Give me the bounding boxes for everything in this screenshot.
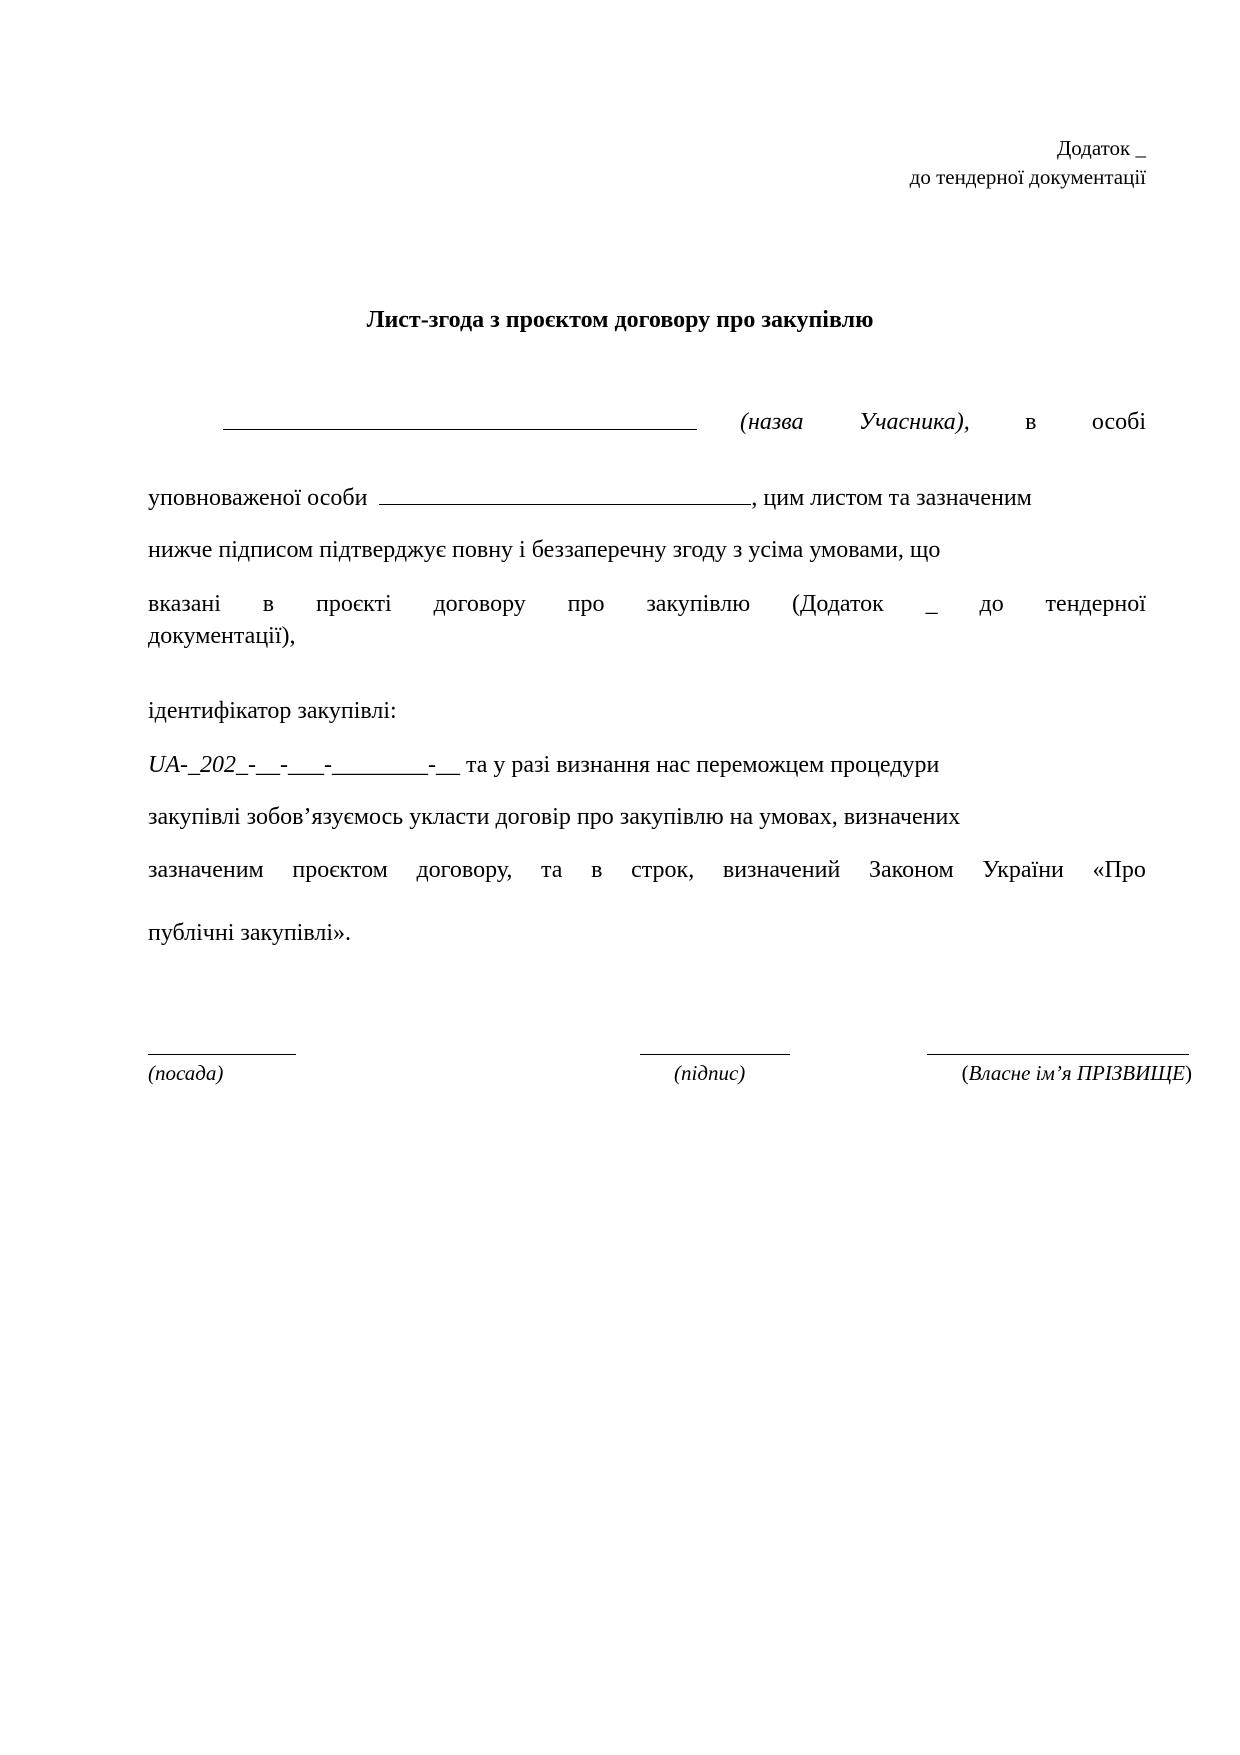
- word: тендерної: [1045, 591, 1146, 617]
- word: зазначеним: [148, 857, 264, 883]
- signature-caption: (підпис): [674, 1061, 746, 1085]
- procurement-identifier-code: UA-_202_-__-___-________-__: [148, 752, 460, 778]
- authorized-person-label: уповноваженої особи: [148, 485, 368, 511]
- caption-word-participant: Учасника),: [858, 409, 970, 435]
- annex-reference: до тендерної документації: [909, 165, 1146, 189]
- position-signature-line: [148, 1054, 296, 1055]
- word: в: [262, 591, 275, 617]
- procurement-identifier-row: [148, 752, 1146, 779]
- word: «Про: [1092, 857, 1146, 883]
- word: Законом: [868, 857, 954, 883]
- authorized-person-suffix: , цим листом та зазначеним: [751, 485, 1032, 511]
- document-title: Лист-згода з проєктом договору про закупівлю: [366, 307, 874, 333]
- obligation-text-end: публічні закупівлі».: [148, 920, 351, 946]
- obligation-text-justified-line: [148, 857, 1146, 884]
- word: проєктом: [292, 857, 388, 883]
- word: договору,: [416, 857, 513, 883]
- full-name-signature-line: [927, 1054, 1189, 1055]
- signature-line: [640, 1054, 790, 1055]
- word: до: [979, 591, 1004, 617]
- participant-name-blank: [223, 409, 697, 430]
- authorized-person-row: [148, 484, 1146, 512]
- procurement-identifier-label: ідентифікатор закупівлі:: [148, 698, 397, 724]
- word: про: [567, 591, 605, 617]
- caption-word-in: в: [1025, 409, 1037, 435]
- word: України: [982, 857, 1064, 883]
- word: договору: [433, 591, 526, 617]
- consent-text-line: нижче підписом підтверджує повну і беззаперечну згоду з усіма умовами, що: [148, 537, 941, 563]
- word: в: [591, 857, 603, 883]
- caption-word-person: особі: [1091, 409, 1146, 435]
- position-caption: (посада): [148, 1061, 224, 1085]
- participant-name-caption: [740, 409, 1146, 436]
- consent-text-end: документації),: [148, 623, 296, 649]
- word: проєкті: [315, 591, 392, 617]
- caption-word-name: (назва: [740, 409, 804, 435]
- authorized-person-blank: [379, 484, 751, 505]
- word: визначений: [722, 857, 841, 883]
- word: вказані: [148, 591, 221, 617]
- annex-number: Додаток _: [1056, 136, 1146, 160]
- word: _: [925, 591, 938, 617]
- word: (Додаток: [792, 591, 884, 617]
- consent-text-justified-line: [148, 591, 1146, 618]
- obligation-text-line: закупівлі зобов’язуємось укласти договір про закупівлю на умовах, визначених: [148, 804, 961, 830]
- identifier-text-rest: та у разі визнання нас переможцем процедури: [459, 752, 940, 778]
- word: та: [541, 857, 563, 883]
- word: закупівлю: [646, 591, 751, 617]
- full-name-caption: (Власне ім’я ПРІЗВИЩЕ): [961, 1061, 1192, 1085]
- word: строк,: [631, 857, 695, 883]
